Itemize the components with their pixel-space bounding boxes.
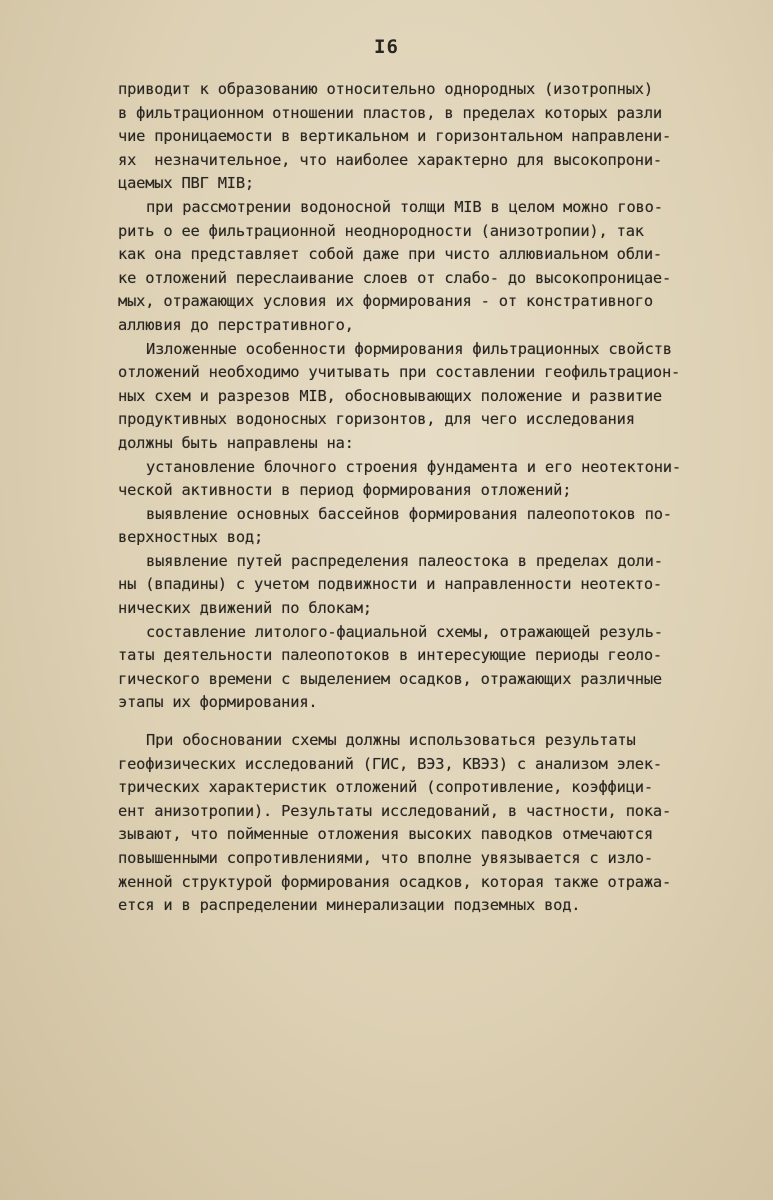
page-number: I6 xyxy=(374,36,399,58)
body-text xyxy=(0,78,773,918)
text-line: ке отложений переслаивание слоев от слабо- до высокопроницае- xyxy=(118,268,672,287)
text-line: При обосновании схемы должны использоваться результаты xyxy=(146,731,636,750)
text-line: выявление основных бассейнов формирования палеопотоков по- xyxy=(146,504,672,523)
text-line: женной структурой формирования осадков, которая также отража- xyxy=(118,872,672,891)
text-line: установление блочного строения фундамента и его неотектони- xyxy=(146,457,681,476)
text-line: чие проницаемости в вертикальном и горизонтальном направлени- xyxy=(118,127,672,146)
text-line: ны (впадины) с учетом подвижности и направленности неотекто- xyxy=(118,575,662,594)
text-line: рить о ее фильтрационной неоднородности (анизотропии), так xyxy=(118,221,644,240)
text-line: ных схем и разрезов МIВ, обосновывающих положение и развитие xyxy=(118,386,662,405)
text-line: цаемых ПВГ МIВ; xyxy=(118,174,254,193)
text-line: в фильтрационном отношении пластов, в пределах которых разли xyxy=(118,103,662,122)
text-line: трических характеристик отложений (сопротивление, коэффици- xyxy=(118,778,653,797)
text-line: ент анизотропии). Результаты исследований, в частности, пока- xyxy=(118,801,672,820)
text-line: ях незначительное, что наиболее характерно для высокопрони- xyxy=(118,150,662,169)
text-line: мых, отражающих условия их формирования - от констративного xyxy=(118,292,653,311)
text-line: гического времени с выделением осадков, отражающих различные xyxy=(118,669,662,688)
text-line: геофизических исследований (ГИС, ВЭЗ, КВЭЗ) с анализом элек- xyxy=(118,754,662,773)
text-line: аллювия до перстративного, xyxy=(118,315,354,334)
text-line: должны быть направлены на: xyxy=(118,433,354,452)
text-line: приводит к образованию относительно однородных (изотропных) xyxy=(118,80,653,98)
text-line: повышенными сопротивлениями, что вполне увязывается с изло- xyxy=(118,849,653,867)
text-line: верхностных вод; xyxy=(118,528,264,547)
text-line: нических движений по блокам; xyxy=(118,599,372,618)
text-line: выявление путей распределения палеостока в пределах доли- xyxy=(146,551,663,570)
text-line: Изложенные особенности формирования фильтрационных свойств xyxy=(146,339,672,358)
text-line: при рассмотрении водоносной толщи МIВ в целом можно гово- xyxy=(146,197,663,216)
text-line: зывают, что пойменные отложения высоких паводков отмечаются xyxy=(118,825,653,844)
text-line: отложений необходимо учитывать при составлении геофильтрацион- xyxy=(118,363,681,382)
text-line: ческой активности в период формирования отложений; xyxy=(118,481,572,500)
text-line: этапы их формирования. xyxy=(118,693,318,712)
text-line: составление литолого-фациальной схемы, отражающей резуль- xyxy=(146,622,663,641)
text-line: ется и в распределении минерализации подземных вод. xyxy=(118,896,581,915)
text-line: продуктивных водоносных горизонтов, для чего исследования xyxy=(118,410,635,429)
text-line: таты деятельности палеопотоков в интересующие периоды геоло- xyxy=(118,646,662,665)
text-line: как она представляет собой даже при чисто аллювиальном обли- xyxy=(118,245,662,264)
